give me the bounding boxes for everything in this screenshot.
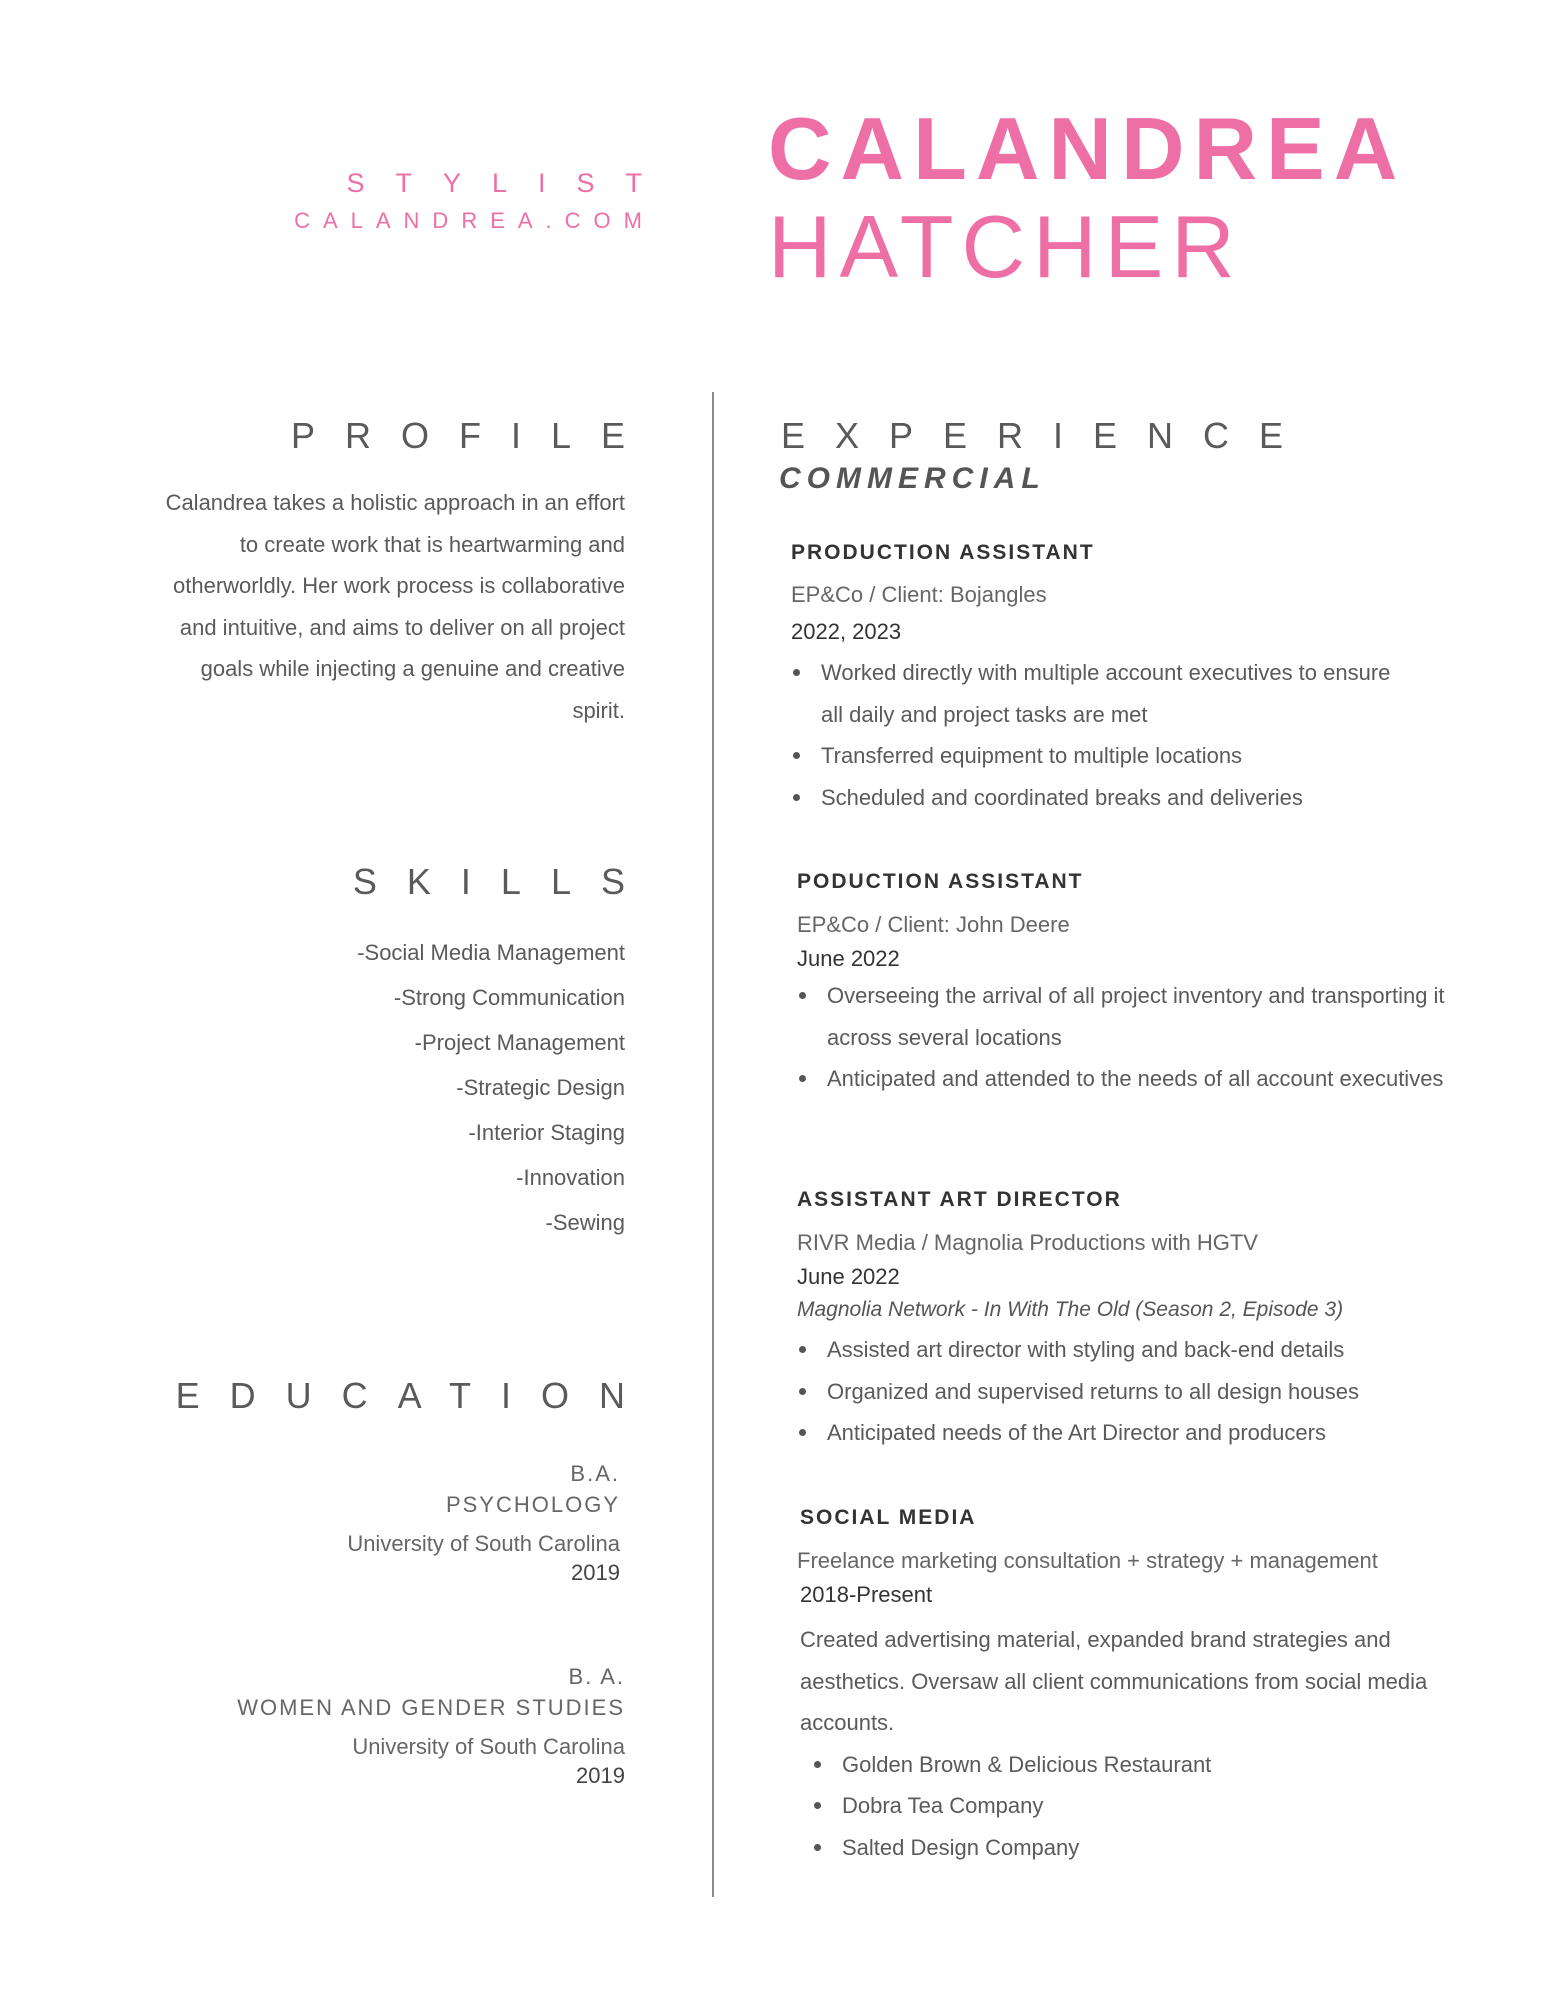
job-bullets xyxy=(812,1744,1452,1869)
first-name: CALANDREA xyxy=(768,99,1407,198)
list-item: Golden Brown & Delicious Restaurant xyxy=(812,1744,1452,1786)
edu-year: 2019 xyxy=(576,1763,625,1788)
job-entry xyxy=(797,869,1497,1100)
profile-text: Calandrea takes a holistic approach in an effort to create work that is heartwarming and otherworldly. Her work process is collaborative and intuitive, and aims to deliver on all project goals while injecting a genuine and creative spirit. xyxy=(165,490,625,723)
job-title: PRODUCTION ASSISTANT xyxy=(791,541,1095,564)
edu-school: University of South Carolina xyxy=(352,1734,625,1759)
skill-item: -Strategic Design xyxy=(456,1075,625,1100)
list-item: Assisted art director with styling and back-end details xyxy=(797,1329,1497,1371)
job-date: June 2022 xyxy=(797,1264,900,1289)
job-date: 2022, 2023 xyxy=(791,619,902,644)
edu-degree: B.A. xyxy=(570,1461,620,1486)
job-company: EP&Co / Client: John Deere xyxy=(797,912,1070,937)
job-show: Magnolia Network - In With The Old (Season 2, Episode 3) xyxy=(797,1298,1344,1321)
skill-item: -Innovation xyxy=(516,1165,625,1190)
job-company: RIVR Media / Magnolia Productions with HGTV xyxy=(797,1230,1258,1255)
job-date: June 2022 xyxy=(797,946,900,971)
job-company: Freelance marketing consultation + strategy + management xyxy=(797,1548,1378,1573)
list-item: Overseeing the arrival of all project inventory and transporting it across several locations xyxy=(797,975,1497,1058)
experience-heading: EXPERIENCE xyxy=(781,415,1314,456)
job-company: EP&Co / Client: Bojangles xyxy=(791,582,1047,607)
job-title: SOCIAL MEDIA xyxy=(800,1506,977,1529)
list-item: Anticipated needs of the Art Director and producers xyxy=(797,1412,1497,1454)
education-entry xyxy=(347,1458,620,1587)
skill-item: -Project Management xyxy=(414,1030,625,1055)
skills-list xyxy=(357,930,625,1245)
job-bullets xyxy=(791,652,1391,818)
experience-subheading: COMMERCIAL xyxy=(779,462,1046,495)
job-bullets xyxy=(797,1329,1497,1454)
skills-heading: SKILLS xyxy=(352,861,655,902)
list-item: Anticipated and attended to the needs of all account executives xyxy=(797,1058,1497,1100)
profile-heading: PROFILE xyxy=(290,415,655,456)
job-entry xyxy=(797,1505,1452,1868)
list-item: Worked directly with multiple account executives to ensure all daily and project tasks are met xyxy=(791,652,1391,735)
list-item: Dobra Tea Company xyxy=(812,1785,1452,1827)
list-item: Salted Design Company xyxy=(812,1827,1452,1869)
skill-item: -Sewing xyxy=(545,1210,625,1235)
education-heading: EDUCATION xyxy=(175,1375,655,1416)
website: CALANDREA.COM xyxy=(294,208,655,233)
skill-item: -Social Media Management xyxy=(357,940,625,965)
edu-school: University of South Carolina xyxy=(347,1531,620,1556)
edu-field: WOMEN AND GENDER STUDIES xyxy=(237,1695,625,1720)
list-item: Scheduled and coordinated breaks and deliveries xyxy=(791,777,1391,819)
tagline: STYLIST xyxy=(346,168,673,198)
job-entry xyxy=(797,1187,1497,1454)
skill-item: -Strong Communication xyxy=(393,985,625,1010)
job-description: Created advertising material, expanded brand strategies and aesthetics. Oversaw all client communications from social media accounts. xyxy=(800,1627,1428,1735)
edu-degree: B. A. xyxy=(568,1664,625,1689)
edu-year: 2019 xyxy=(571,1560,620,1585)
column-divider xyxy=(712,392,714,1897)
last-name: HATCHER xyxy=(768,197,1243,296)
job-date: 2018-Present xyxy=(800,1582,933,1607)
list-item: Transferred equipment to multiple locations xyxy=(791,735,1391,777)
skill-item: -Interior Staging xyxy=(468,1120,625,1145)
list-item: Organized and supervised returns to all design houses xyxy=(797,1371,1497,1413)
edu-field: PSYCHOLOGY xyxy=(445,1492,620,1517)
job-title: PODUCTION ASSISTANT xyxy=(797,870,1084,893)
job-title: ASSISTANT ART DIRECTOR xyxy=(797,1188,1122,1211)
job-bullets xyxy=(797,975,1497,1100)
education-entry xyxy=(237,1661,625,1790)
job-entry xyxy=(791,540,1391,818)
